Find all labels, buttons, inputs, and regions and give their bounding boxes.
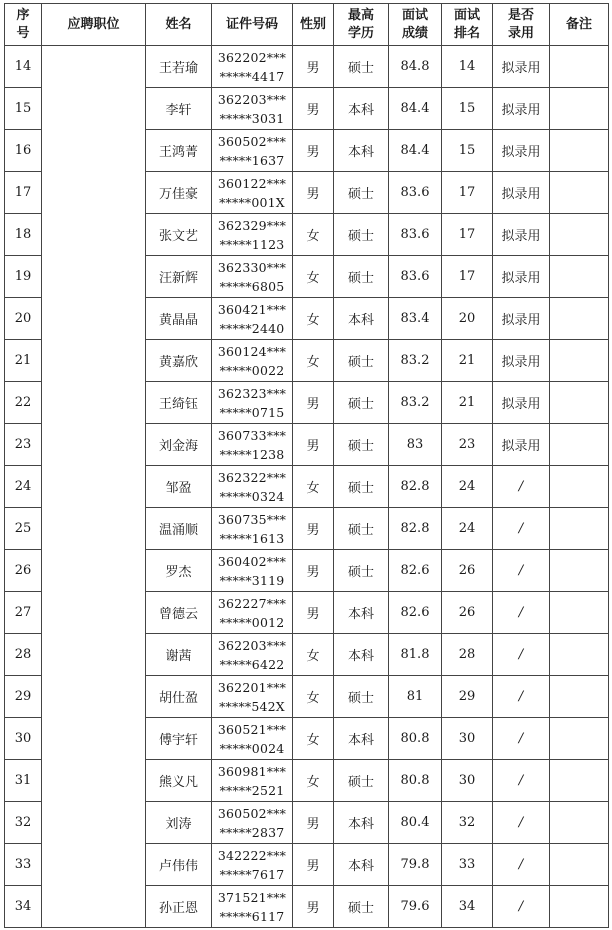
cell-score: 79.8 [389, 844, 442, 886]
cell-remark [550, 844, 609, 886]
header-name: 姓名 [146, 4, 212, 46]
id-suffix: *****0012 [219, 614, 285, 630]
id-suffix: *****542X [219, 698, 285, 714]
cell-score: 80.8 [389, 718, 442, 760]
cell-name: 黄嘉欣 [146, 340, 212, 382]
id-suffix: *****6805 [219, 278, 285, 294]
cell-score: 83.2 [389, 340, 442, 382]
id-prefix: 362201*** [217, 679, 287, 695]
cell-remark [550, 886, 609, 928]
cell-rank: 29 [442, 676, 493, 718]
table-row [5, 46, 609, 88]
cell-rank: 24 [442, 508, 493, 550]
cell-score: 81 [389, 676, 442, 718]
header-gender: 性别 [293, 4, 334, 46]
cell-gender: 女 [293, 340, 334, 382]
cell-seq: 30 [5, 718, 42, 760]
cell-edu: 硕士 [334, 676, 389, 718]
cell-edu: 本科 [334, 718, 389, 760]
cell-id [212, 760, 293, 802]
cell-id [212, 634, 293, 676]
cell-name: 罗杰 [146, 550, 212, 592]
id-prefix: 362323*** [217, 385, 287, 401]
cell-name: 黄晶晶 [146, 298, 212, 340]
cell-edu: 本科 [334, 844, 389, 886]
cell-gender: 男 [293, 172, 334, 214]
cell-name: 邹盈 [146, 466, 212, 508]
cell-hired: 拟录用 [493, 340, 550, 382]
cell-name: 张文艺 [146, 214, 212, 256]
id-suffix: *****0024 [219, 740, 285, 756]
cell-rank: 17 [442, 214, 493, 256]
cell-gender: 男 [293, 592, 334, 634]
cell-score: 82.8 [389, 466, 442, 508]
id-prefix: 360502*** [217, 133, 287, 149]
cell-rank: 30 [442, 718, 493, 760]
cell-seq: 34 [5, 886, 42, 928]
cell-seq: 28 [5, 634, 42, 676]
cell-remark [550, 424, 609, 466]
cell-gender: 男 [293, 550, 334, 592]
cell-rank: 17 [442, 256, 493, 298]
cell-score: 84.8 [389, 46, 442, 88]
id-suffix: *****2521 [219, 782, 285, 798]
cell-name: 李轩 [146, 88, 212, 130]
cell-seq: 19 [5, 256, 42, 298]
cell-score: 80.8 [389, 760, 442, 802]
id-suffix: *****1238 [219, 446, 285, 462]
cell-seq: 17 [5, 172, 42, 214]
header-education: 最高 学历 [334, 4, 389, 46]
cell-name: 卢伟伟 [146, 844, 212, 886]
results-table [4, 3, 609, 928]
id-prefix: 362227*** [217, 595, 287, 611]
cell-id [212, 466, 293, 508]
cell-name: 熊义凡 [146, 760, 212, 802]
cell-score: 82.8 [389, 508, 442, 550]
cell-hired: / [493, 886, 550, 928]
id-prefix: 360735*** [217, 511, 287, 527]
cell-seq: 20 [5, 298, 42, 340]
cell-id [212, 298, 293, 340]
cell-rank: 23 [442, 424, 493, 466]
cell-hired: / [493, 760, 550, 802]
cell-edu: 本科 [334, 130, 389, 172]
cell-gender: 女 [293, 760, 334, 802]
id-suffix: *****0324 [219, 488, 285, 504]
cell-name: 曾德云 [146, 592, 212, 634]
cell-edu: 本科 [334, 88, 389, 130]
cell-edu: 本科 [334, 592, 389, 634]
table-body [5, 46, 609, 928]
id-prefix: 362202*** [217, 49, 287, 65]
cell-rank: 34 [442, 886, 493, 928]
cell-id [212, 340, 293, 382]
id-suffix: *****3031 [219, 110, 285, 126]
cell-name: 汪新辉 [146, 256, 212, 298]
id-prefix: 360122*** [217, 175, 287, 191]
cell-hired: 拟录用 [493, 172, 550, 214]
cell-edu: 本科 [334, 298, 389, 340]
cell-remark [550, 256, 609, 298]
cell-score: 83.4 [389, 298, 442, 340]
cell-score: 83.6 [389, 172, 442, 214]
cell-score: 82.6 [389, 592, 442, 634]
cell-gender: 女 [293, 718, 334, 760]
id-prefix: 360733*** [217, 427, 287, 443]
id-suffix: *****2440 [219, 320, 285, 336]
id-suffix: *****6117 [219, 908, 285, 924]
cell-score: 83.2 [389, 382, 442, 424]
cell-score: 84.4 [389, 88, 442, 130]
cell-hired: / [493, 844, 550, 886]
header-id: 证件号码 [212, 4, 293, 46]
cell-gender: 女 [293, 214, 334, 256]
id-prefix: 360124*** [217, 343, 287, 359]
cell-edu: 本科 [334, 634, 389, 676]
cell-id [212, 844, 293, 886]
cell-hired: / [493, 550, 550, 592]
header-hired: 是否 录用 [493, 4, 550, 46]
cell-remark [550, 760, 609, 802]
id-suffix: *****0715 [219, 404, 285, 420]
id-prefix: 362329*** [217, 217, 287, 233]
cell-id [212, 256, 293, 298]
cell-id [212, 424, 293, 466]
cell-remark [550, 382, 609, 424]
cell-seq: 32 [5, 802, 42, 844]
cell-hired: 拟录用 [493, 256, 550, 298]
cell-hired: / [493, 634, 550, 676]
cell-hired: 拟录用 [493, 214, 550, 256]
id-suffix: *****7617 [219, 866, 285, 882]
cell-score: 83 [389, 424, 442, 466]
id-suffix: *****3119 [219, 572, 285, 588]
cell-name: 王若瑜 [146, 46, 212, 88]
cell-edu: 硕士 [334, 760, 389, 802]
cell-seq: 16 [5, 130, 42, 172]
cell-hired: 拟录用 [493, 424, 550, 466]
cell-id [212, 382, 293, 424]
cell-remark [550, 214, 609, 256]
id-suffix: *****1123 [219, 236, 285, 252]
cell-hired: / [493, 802, 550, 844]
cell-rank: 26 [442, 550, 493, 592]
cell-hired: 拟录用 [493, 130, 550, 172]
cell-rank: 15 [442, 130, 493, 172]
id-prefix: 362203*** [217, 91, 287, 107]
cell-edu: 硕士 [334, 550, 389, 592]
id-suffix: *****2837 [219, 824, 285, 840]
cell-edu: 硕士 [334, 340, 389, 382]
cell-edu: 硕士 [334, 214, 389, 256]
cell-rank: 21 [442, 340, 493, 382]
id-prefix: 362203*** [217, 637, 287, 653]
id-prefix: 360402*** [217, 553, 287, 569]
id-suffix: *****0022 [219, 362, 285, 378]
cell-rank: 24 [442, 466, 493, 508]
cell-seq: 33 [5, 844, 42, 886]
cell-name: 谢茜 [146, 634, 212, 676]
cell-rank: 32 [442, 802, 493, 844]
cell-edu: 硕士 [334, 172, 389, 214]
cell-score: 79.6 [389, 886, 442, 928]
cell-gender: 男 [293, 424, 334, 466]
cell-rank: 14 [442, 46, 493, 88]
cell-rank: 30 [442, 760, 493, 802]
cell-hired: / [493, 508, 550, 550]
cell-gender: 男 [293, 46, 334, 88]
cell-remark [550, 508, 609, 550]
cell-score: 83.6 [389, 214, 442, 256]
id-suffix: *****001X [219, 194, 285, 210]
header-row [5, 4, 609, 46]
header-rank: 面试 排名 [442, 4, 493, 46]
id-prefix: 371521*** [217, 889, 287, 905]
cell-score: 83.6 [389, 256, 442, 298]
cell-seq: 22 [5, 382, 42, 424]
cell-name: 胡仕盈 [146, 676, 212, 718]
cell-id [212, 172, 293, 214]
cell-hired: 拟录用 [493, 88, 550, 130]
cell-id [212, 550, 293, 592]
cell-edu: 硕士 [334, 466, 389, 508]
cell-gender: 女 [293, 676, 334, 718]
cell-id [212, 592, 293, 634]
id-suffix: *****6422 [219, 656, 285, 672]
id-prefix: 360421*** [217, 301, 287, 317]
cell-hired: / [493, 466, 550, 508]
cell-rank: 20 [442, 298, 493, 340]
cell-seq: 24 [5, 466, 42, 508]
cell-gender: 女 [293, 634, 334, 676]
cell-remark [550, 340, 609, 382]
cell-edu: 硕士 [334, 256, 389, 298]
cell-id [212, 676, 293, 718]
cell-edu: 硕士 [334, 886, 389, 928]
id-suffix: *****1637 [219, 152, 285, 168]
cell-name: 傅宇轩 [146, 718, 212, 760]
cell-gender: 男 [293, 88, 334, 130]
cell-hired: 拟录用 [493, 298, 550, 340]
cell-seq: 21 [5, 340, 42, 382]
cell-gender: 男 [293, 844, 334, 886]
cell-name: 孙正恩 [146, 886, 212, 928]
cell-rank: 28 [442, 634, 493, 676]
cell-seq: 15 [5, 88, 42, 130]
id-prefix: 360521*** [217, 721, 287, 737]
cell-remark [550, 46, 609, 88]
cell-id [212, 508, 293, 550]
cell-hired: / [493, 718, 550, 760]
cell-edu: 硕士 [334, 46, 389, 88]
cell-id [212, 88, 293, 130]
cell-remark [550, 634, 609, 676]
id-suffix: *****4417 [219, 68, 285, 84]
cell-remark [550, 550, 609, 592]
cell-name: 王绮钰 [146, 382, 212, 424]
cell-gender: 女 [293, 298, 334, 340]
cell-seq: 26 [5, 550, 42, 592]
cell-name: 刘金海 [146, 424, 212, 466]
cell-name: 王鸿菁 [146, 130, 212, 172]
header-seq: 序 号 [5, 4, 42, 46]
id-prefix: 362330*** [217, 259, 287, 275]
cell-seq: 29 [5, 676, 42, 718]
cell-position [42, 46, 146, 928]
cell-id [212, 802, 293, 844]
cell-name: 万佳豪 [146, 172, 212, 214]
cell-remark [550, 676, 609, 718]
cell-remark [550, 802, 609, 844]
id-suffix: *****1613 [219, 530, 285, 546]
cell-remark [550, 130, 609, 172]
cell-gender: 男 [293, 802, 334, 844]
cell-edu: 硕士 [334, 382, 389, 424]
cell-rank: 21 [442, 382, 493, 424]
cell-rank: 33 [442, 844, 493, 886]
cell-gender: 男 [293, 508, 334, 550]
cell-id [212, 214, 293, 256]
id-prefix: 362322*** [217, 469, 287, 485]
cell-id [212, 886, 293, 928]
cell-remark [550, 88, 609, 130]
cell-remark [550, 298, 609, 340]
cell-id [212, 718, 293, 760]
cell-gender: 男 [293, 130, 334, 172]
cell-name: 刘涛 [146, 802, 212, 844]
cell-gender: 男 [293, 382, 334, 424]
header-score: 面试 成绩 [389, 4, 442, 46]
cell-seq: 18 [5, 214, 42, 256]
cell-score: 84.4 [389, 130, 442, 172]
cell-seq: 14 [5, 46, 42, 88]
cell-rank: 15 [442, 88, 493, 130]
cell-score: 82.6 [389, 550, 442, 592]
cell-id [212, 46, 293, 88]
id-prefix: 360502*** [217, 805, 287, 821]
cell-seq: 23 [5, 424, 42, 466]
cell-remark [550, 172, 609, 214]
cell-hired: 拟录用 [493, 382, 550, 424]
id-prefix: 360981*** [217, 763, 287, 779]
cell-seq: 25 [5, 508, 42, 550]
header-position: 应聘职位 [42, 4, 146, 46]
cell-hired: / [493, 592, 550, 634]
cell-remark [550, 718, 609, 760]
cell-gender: 女 [293, 466, 334, 508]
id-prefix: 342222*** [217, 847, 287, 863]
cell-score: 80.4 [389, 802, 442, 844]
cell-hired: / [493, 676, 550, 718]
cell-rank: 17 [442, 172, 493, 214]
cell-seq: 27 [5, 592, 42, 634]
cell-gender: 女 [293, 256, 334, 298]
cell-score: 81.8 [389, 634, 442, 676]
cell-hired: 拟录用 [493, 46, 550, 88]
cell-name: 温涌顺 [146, 508, 212, 550]
cell-edu: 硕士 [334, 508, 389, 550]
cell-id [212, 130, 293, 172]
cell-remark [550, 466, 609, 508]
header-remark: 备注 [550, 4, 609, 46]
cell-rank: 26 [442, 592, 493, 634]
cell-edu: 本科 [334, 802, 389, 844]
cell-remark [550, 592, 609, 634]
cell-seq: 31 [5, 760, 42, 802]
cell-edu: 硕士 [334, 424, 389, 466]
cell-gender: 男 [293, 886, 334, 928]
